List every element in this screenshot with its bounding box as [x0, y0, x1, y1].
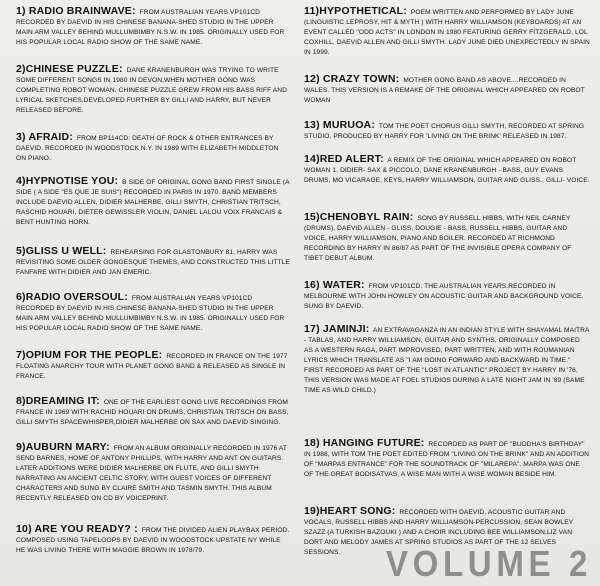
track-entry-15 [304, 212, 590, 264]
track-notes: SONG BY RUSSELL HIBBS, WITH NEIL CARNEY (DRUMS), DAEVID ALLEN - GLISS, DOUGIE - BASS, RUSSELL HIBBS, GUITAR AND VOICE, HARRY WILLIAMSON, PIANO AND BOILER. RECORDED AT RICHMOND RECORDING BY HARRY IN 86/87 AS PART OF THE INVISIBLE OPERA COMPANY OF TIBET DEBUT ALBUM. [304, 215, 572, 262]
track-title: 19)HEART SONG: [304, 505, 396, 517]
track-notes: FROM AN ALBUM ORIGINALLY RECORDED IN 1976 AT SEND BARNES, HOME OF ANTONY PHILLIPS, WITH HARRY AND ANT ON GUITARS. LATER ADDITIONS WERE DIDIER MALHERBE ON FLUTE, AND GILLI SMYTH NARRATING AN ANCIENT CELTIC STORY, WITH GUEST VOICES OF DIFFERENT CHARACTERS AND SUNG BY CLAIRE SMITH AND TASMIN SMYTH. THIS ALBUM RECENTLY RELEASED ON CD BY VOICEPRINT. [16, 445, 287, 502]
track-notes: A REMIX OF THE ORIGINAL WHICH APPEARED ON ROBOT WOMAN 1. DIDIER- SAX & PICCOLO, DANE KRANENBURGH - BASS, GUY EVANS DRUMS, MO VICARAGE, KEYS, HARRY WILLIAMSON, GUITAR AND GLISS., GILLI- VOICE. [304, 157, 590, 184]
track-entry-2 [16, 64, 290, 116]
track-notes: FROM AUSTRALIAN YEARS VP101CD RECORDED BY DAEVID IN HIS CHINESE BANANA-SHED STUDIO IN THE UPPER MAIN ARM VALLEY BEHIND MULLUMBIMBY N.S.W. IN 1985. ORIGINALLY USED FOR HIS POPULAR LOCAL RADIO SHOW OF THE SAME NAME. [16, 295, 285, 332]
track-title: 13) MURUOA: [304, 119, 376, 131]
track-title: 3) AFRAID: [16, 131, 74, 143]
track-entry-14 [304, 154, 590, 186]
track-title: 17) JAMINJI: [304, 323, 370, 335]
track-notes: DANE KRANENBURGH WAS TRYING TO WRITE SOME DIFFERENT SONGS IN 1980 IN DEVON,WHEN MOTHER GONG WAS COMPLETING ROBOT WOMAN. CHINESE PUZZLE GREW FROM HIS BASS RIFF AND LYRICAL SKETCHES,DEVELOPED FURTHER BY GILLI AND HARRY, BUT NEVER RELEASED BEFORE. [16, 67, 287, 114]
track-title: 18) HANGING FUTURE: [304, 437, 425, 449]
volume-label: VOLUME 2 [385, 543, 592, 584]
track-notes: MOTHER GONG BAND AS ABOVE....RECORDED IN WALES. THIS VERSION IS A REMAKE OF THE ORIGINAL WHICH APPEARED ON ROBOT WOMAN [304, 77, 585, 104]
track-title: 6)RADIO OVERSOUL: [16, 291, 128, 303]
track-entry-6 [16, 292, 290, 334]
track-title: 2)CHINESE PUZZLE: [16, 63, 123, 75]
track-entry-5 [16, 246, 290, 278]
track-title: 9)AUBURN MARY: [16, 441, 110, 453]
track-notes: REHEARSING FOR GLASTONBURY 81, HARRY WAS REVISITING SOME OLDER GONGESQUE THEMES, AND CONSTRUCTED THIS LITTLE FANFARE WITH DIDIER AND JAN EMERIC. [16, 249, 290, 276]
track-entry-11 [304, 6, 590, 58]
track-entry-18 [304, 438, 590, 480]
track-entry-17 [304, 324, 590, 396]
track-entry-4 [16, 176, 290, 228]
track-notes: POEM WRITTEN AND PERFORMED BY LADY JUNE (LINGUISTIC LEPROSY, HIT & MYTH ) WITH HARRY WILLIAMSON (KEYBOARDS) AT AN EVENT CALLED "ODD ACTS" IN LONDON IN 1980 FEATURING GERRY FITZGERALD, LOL COXHILL, DAEVID ALLEN AND GILLI SMYTH. LADY JUNE DIED UNEXPECTEDLY IN SPAIN IN 1999. [304, 9, 590, 56]
track-entry-7 [16, 350, 290, 382]
track-notes: FROM VP101CD. THE AUSTRALIAN YEARS.RECORDED IN MELBOURNE WITH JOHN HOWLEY ON ACOUSTIC GUITAR AND BACKGROUND VOICE. SUNG BY DAEVID. [304, 283, 584, 310]
track-title: 10) ARE YOU READY? : [16, 523, 138, 535]
track-title: 5)GLISS U WELL: [16, 245, 107, 257]
track-entry-3 [16, 132, 290, 164]
track-notes: FROM AUSTRALIAN YEARS VP101CD RECORDED BY DAEVID IN HIS CHINESE BANANA-SHED STUDIO IN THE UPPER MAIN ARM VALLEY BEHIND MULLUMBIMBY N.S.W. IN 1985. ORIGINALLY USED FOR HIS POPULAR LOCAL RADIO SHOW OF THE SAME NAME. [16, 9, 285, 46]
track-notes: AN EXTRAVAGANZA IN AN INDIAN STYLE WITH SHAYAMAL MAITRA - TABLAS, AND HARRY WILLIAMSON, GUITAR AND SYNTHS, ORIGINALLY COMPOSED AS A WESTERN RAGA, PART IMPROVISED, PART WRITTEN, AND WITH ROUMANIAN LYRICS WHICH TRANSLATE AS "I AM GOING FORWARD AND BACKWARD IN TIME." FIRST RECORDED AS PART OF THE "LOST IN ATLANTIC" PROJECT BY HARRY IN '76, THIS VERSION WAS MADE AT FOEL STUDIOS DURING A LATE NIGHT JAM IN '89 (SAME TIME AS WILD CHILD.) [304, 327, 590, 394]
track-notes: RECORDED AS PART OF "BUDDHA'S BIRTHDAY" IN 1988, WITH TOM THE POET EDITED FROM "LIVING ON THE BRINK" AND AN ADDITION OF "MARPAS ENTRANCE" FOR THE SOUNDTRACK OF "MILAREPA". MARPA WAS ONE OF THE GREAT BODISATVAS, A WISE MAN WITH A WISE WOMAN BESIDE HIM. [304, 441, 589, 478]
track-entry-16 [304, 280, 590, 312]
track-entry-13 [304, 120, 590, 142]
track-title: 8)DREAMING IT: [16, 395, 100, 407]
track-entry-12 [304, 74, 590, 106]
track-notes: FROM THE DIVIDED ALIEN PLAYBAX PERIOD. COMPOSED USING TAPELOOPS BY DAEVID IN WOODSTOCK UPSTATE NY WHILE HE WAS LIVING THERE WITH MAGGIE BROWN IN 1978/79. [16, 527, 290, 554]
track-notes: RECORDED WITH DAEVID, ACOUSTIC GUITAR AND VOCALS, RUSSELL HIBBS AND HARRY WILLIAMSON-PERCUSSION, SEAN BOWLEY SZAZZ (A TURKISH BAZOUKI ) AND A CHOIR INCLUDING BEE WILLIAMSON,LIZ VAN DORT AND MELODY JAMES AT SPRING STUDIOS AS PART OF THE 12 SELVES SESSIONS. [304, 509, 574, 556]
track-title: 1) RADIO BRAINWAVE: [16, 5, 136, 17]
track-entry-8 [16, 396, 290, 428]
track-title: 15)CHENOBYL RAIN: [304, 211, 414, 223]
track-notes: ONE OF THE EARLIEST GONG LIVE RECORDINGS FROM FRANCE IN 1969 WITH RACHID HOUARI ON DRUMS, CHRISTIAN TRITSCH ON BASS, GILLI SMYTH SPACEWHISPER,DIDIER MALHERBE ON SAX AND DAEVID SINGING. [16, 399, 289, 426]
track-title: 7)OPIUM FOR THE PEOPLE: [16, 349, 163, 361]
track-entry-9 [16, 442, 290, 504]
track-notes: B SIDE OF ORIGINAL GONG BAND FIRST SINGLE (A SIDE ( A SIDE "ES QUE JE SUIS") RECORDED IN PARIS IN 1970. BAND MEMBERS INCLUDE DAEVID ALLEN, DIDIER MALHERBE, GILLI SMYTH, CHRISTIAN TRITSCH, RASCHID HOUARI, DIETER GEWISSLER VIOLIN, DANIEL LALOU VOIX FRANCAIS & BENT HUNTING HORN. [16, 179, 290, 226]
track-title: 11)HYPOTHETICAL: [304, 5, 407, 17]
track-entry-10 [16, 524, 290, 556]
track-title: 4)HYPNOTISE YOU: [16, 175, 119, 187]
track-entry-1 [16, 6, 290, 48]
track-title: 14)RED ALERT: [304, 153, 384, 165]
track-notes: RECORDED IN FRANCE ON THE 1977 FLOATING ANARCHY TOUR WITH PLANET GONG BAND & RELEASED AS SINGLE IN FRANCE. [16, 353, 288, 380]
track-title: 16) WATER: [304, 279, 365, 291]
track-notes: FROM BP114CD: DEATH OF ROCK & OTHER ENTRANCES BY DAEVID. RECORDED IN WOODSTOCK N.Y. IN 1989 WITH ELIZABETH MIDDLETON ON PIANO. [16, 135, 279, 162]
track-title: 12) CRAZY TOWN: [304, 73, 400, 85]
track-notes: TOM THE POET CHORUS GILLI SMYTH, RECORDED AT SPRING STUDIO, PRODUCED BY HARRY FOR 'LIVING ON THE BRINK' RELEASED IN 1987. [304, 123, 585, 140]
